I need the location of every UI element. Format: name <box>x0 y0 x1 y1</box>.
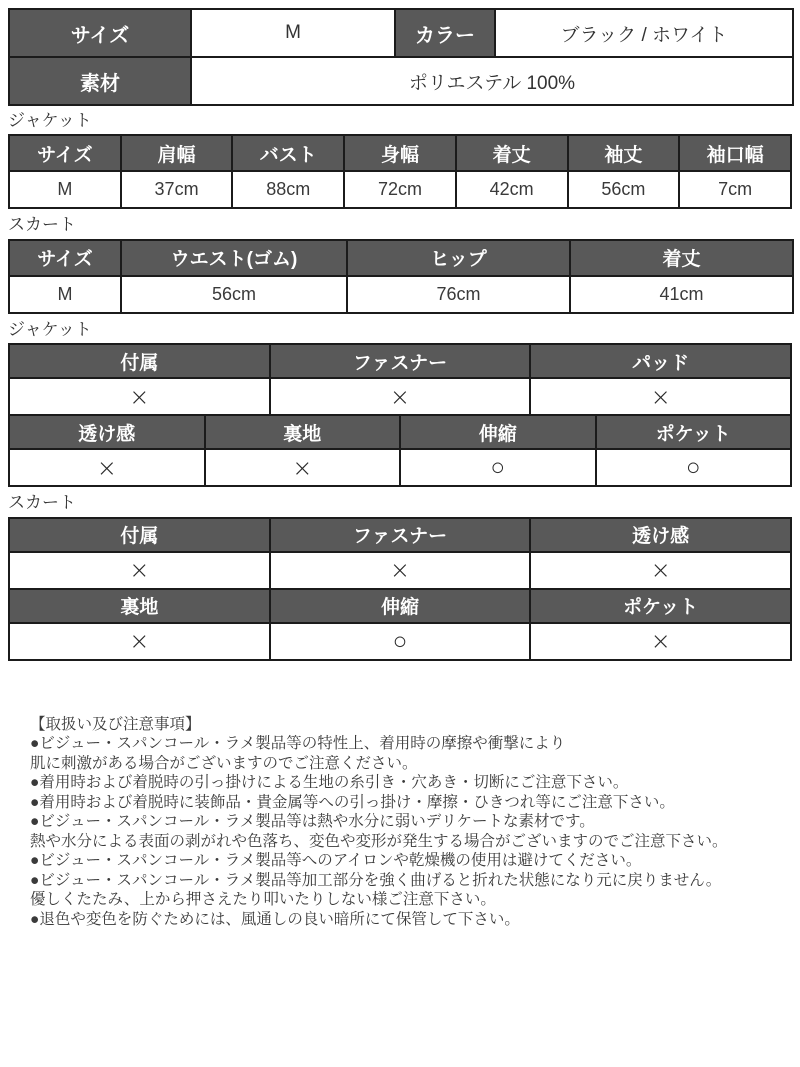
header-cell: 伸縮 <box>270 589 531 623</box>
care-line: ●ビジュー・スパンコール・ラメ製品等は熱や水分に弱いデリケートな素材です。 <box>30 813 595 831</box>
table-header-row <box>9 518 791 552</box>
care-line: ●着用時および着脱時に装飾品・貴金属等への引っ掛け・摩擦・ひきつれ等にご注意下さい。 <box>30 793 675 811</box>
skirt-features-table-row2 <box>8 588 792 661</box>
value-cell: 37cm <box>121 171 233 208</box>
value-cell: 56cm <box>121 276 347 313</box>
header-cell: 着丈 <box>456 135 568 171</box>
mark-cell: × <box>205 449 401 486</box>
meta-row-size-color <box>9 9 793 57</box>
mark-cell: × <box>9 552 270 589</box>
header-cell: パッド <box>530 344 791 378</box>
mark-cell: × <box>9 378 270 415</box>
header-cell: 着丈 <box>570 240 793 276</box>
header-cell: ファスナー <box>270 518 531 552</box>
header-cell: ヒップ <box>347 240 570 276</box>
section-label-skirt-size: スカート <box>8 215 76 235</box>
value-cell: 56cm <box>568 171 680 208</box>
care-line: ●退色や変色を防ぐためには、風通しの良い暗所にて保管して下さい。 <box>30 910 520 928</box>
care-notes-title: 【取扱い及び注意事項】 <box>30 715 201 733</box>
mark-cell: ○ <box>400 449 596 486</box>
value-cell: 42cm <box>456 171 568 208</box>
mark-cell: ○ <box>270 623 531 660</box>
mark-cell: × <box>9 623 270 660</box>
header-cell: 肩幅 <box>121 135 233 171</box>
value-cell: 7cm <box>679 171 791 208</box>
table-header-row <box>9 240 793 276</box>
table-value-row <box>9 552 791 589</box>
table-value-row <box>9 378 791 415</box>
jacket-features-table-row1 <box>8 343 792 416</box>
header-cell: サイズ <box>9 135 121 171</box>
skirt-features-table-row1 <box>8 517 792 590</box>
meta-table <box>8 8 794 106</box>
mark-cell: × <box>530 623 791 660</box>
value-cell: 76cm <box>347 276 570 313</box>
skirt-size-table <box>8 239 794 314</box>
section-label-jacket-features: ジャケット <box>8 319 92 339</box>
header-cell: 付属 <box>9 518 270 552</box>
header-cell: ポケット <box>530 589 791 623</box>
meta-row-material <box>9 57 793 105</box>
meta-size-value: M <box>191 9 395 57</box>
table-value-row <box>9 171 791 208</box>
section-label-skirt-features: スカート <box>8 493 76 513</box>
mark-cell: × <box>270 552 531 589</box>
care-line: 優しくたたみ、上から押さえたり叩いたりしない様ご注意下さい。 <box>30 891 496 909</box>
mark-cell: ○ <box>596 449 792 486</box>
meta-size-label: サイズ <box>9 9 191 57</box>
table-value-row <box>9 449 791 486</box>
care-line: 肌に刺激がある場合がございますのでご注意ください。 <box>30 754 418 772</box>
care-line: 熱や水分による表面の剥がれや色落ち、変色や変形が発生する場合がございますのでご注意下さい。 <box>30 832 728 850</box>
header-cell: 伸縮 <box>400 415 596 449</box>
care-line: ●ビジュー・スパンコール・ラメ製品等へのアイロンや乾燥機の使用は避けてください。 <box>30 852 642 870</box>
table-header-row <box>9 415 791 449</box>
header-cell: 袖口幅 <box>679 135 791 171</box>
header-cell: ファスナー <box>270 344 531 378</box>
mark-cell: × <box>530 552 791 589</box>
table-header-row <box>9 344 791 378</box>
mark-cell: × <box>9 449 205 486</box>
value-cell: 88cm <box>232 171 344 208</box>
value-cell: 41cm <box>570 276 793 313</box>
meta-material-value: ポリエステル 100% <box>191 57 793 105</box>
meta-material-label: 素材 <box>9 57 191 105</box>
meta-color-label: カラー <box>395 9 495 57</box>
value-cell: 72cm <box>344 171 456 208</box>
value-cell: M <box>9 171 121 208</box>
header-cell: サイズ <box>9 240 121 276</box>
value-cell: M <box>9 276 121 313</box>
header-cell: ポケット <box>596 415 792 449</box>
header-cell: 付属 <box>9 344 270 378</box>
table-value-row <box>9 623 791 660</box>
table-header-row <box>9 135 791 171</box>
header-cell: 裏地 <box>9 589 270 623</box>
table-header-row <box>9 589 791 623</box>
section-label-jacket-size: ジャケット <box>8 111 92 130</box>
meta-color-value: ブラック / ホワイト <box>495 9 793 57</box>
header-cell: 身幅 <box>344 135 456 171</box>
care-notes <box>30 715 792 930</box>
jacket-size-table <box>8 134 792 209</box>
header-cell: 透け感 <box>530 518 791 552</box>
header-cell: 透け感 <box>9 415 205 449</box>
header-cell: 袖丈 <box>568 135 680 171</box>
care-line: ●ビジュー・スパンコール・ラメ製品等加工部分を強く曲げると折れた状態になり元に戻りません。 <box>30 871 722 889</box>
header-cell: ウエスト(ゴム) <box>121 240 347 276</box>
header-cell: 裏地 <box>205 415 401 449</box>
care-line: ●着用時および着脱時の引っ掛けによる生地の糸引き・穴あき・切断にご注意下さい。 <box>30 774 629 792</box>
care-line: ●ビジュー・スパンコール・ラメ製品等の特性上、着用時の摩擦や衝撃により <box>30 735 566 753</box>
mark-cell: × <box>270 378 531 415</box>
mark-cell: × <box>530 378 791 415</box>
header-cell: バスト <box>232 135 344 171</box>
table-value-row <box>9 276 793 313</box>
jacket-features-table-row2 <box>8 414 792 487</box>
